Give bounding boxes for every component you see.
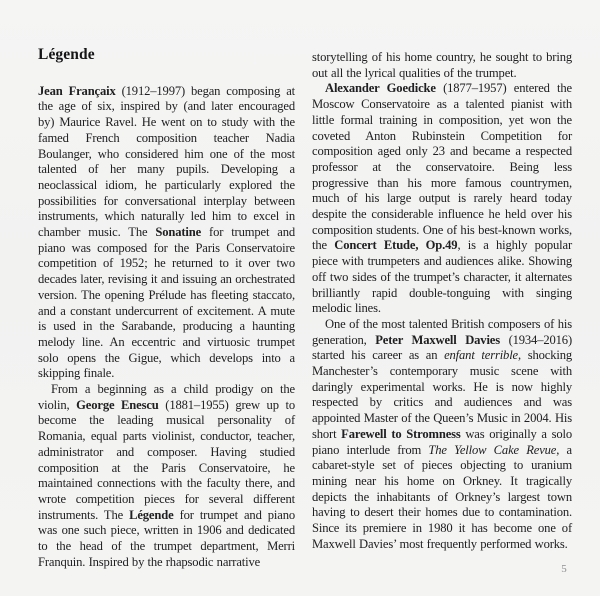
- paragraph: [312, 81, 572, 317]
- text-run: From a beginning as a child prodigy on the violin,: [38, 382, 295, 412]
- text-column-right: [312, 50, 572, 553]
- text-run: George Enescu: [76, 397, 159, 412]
- paragraph: [38, 382, 295, 570]
- text-run: Sonatine: [155, 225, 202, 240]
- text-run: (1877–1957) entered the Moscow Conservatoire as a talented pianist with little formal training in composition, yet won the coveted Anton Rubinstein Competition for composition aged only 23 and became a respected professor at the conservatoire. Being less progressive than his more famous countrymen, much of his large output is rarely heard today despite the considerable influence he held over his composition students. One of his best-known works, the: [312, 81, 572, 253]
- column-left-paragraphs: [38, 84, 295, 571]
- text-column-left: [38, 47, 295, 571]
- text-run: , shocking Manchester’s contemporary music scene with daringly experimental works. He is now highly respected by critics and audiences and was appointed Master of the Queen’s Music in 2004. His short: [312, 348, 573, 441]
- text-run: , is a highly popular piece with trumpeters and audiences alike. Showing off two sides of the trumpet’s character, it alternates brilliantly rapid double-tonguing with singing melodic lines.: [312, 238, 573, 316]
- text-run: was originally a solo piano interlude from: [312, 426, 572, 457]
- text-run: Peter Maxwell Davies: [375, 332, 500, 347]
- text-run: (1912–1997) began composing at the age of six, inspired by (and later encouraged by) Maurice Ravel. He went on to study with the famed French composition teacher Nadia Boulanger, who considered him one of the most talented of her many pupils. Developing a neoclassical idiom, he particularly explored the possibilities for conversational interplay between instruments, which naturally led him to excel in chamber music. The: [38, 83, 295, 240]
- text-run: Alexander Goedicke: [325, 81, 436, 96]
- paragraph: [312, 50, 572, 81]
- page-title: Légende: [38, 46, 95, 63]
- text-run: (1881–1955) grew up to become the leading musical personality of Romania, equal parts violinist, conductor, teacher, administrator and composer. Having studied composition at the Paris Conservatoire, he maintained connections with the faculty there, and wrote competition pieces for several different instruments. The: [38, 397, 295, 522]
- text-run: , a cabaret-style set of pieces objecting to uranium mining near his home on Orkney. It tragically depicts the inhabitants of Orkney’s largest town having to desert their homes due to contamination. Since its premiere in 1980 it has become one of Maxwell Davies’ most frequently performed works.: [312, 442, 572, 551]
- text-run: Farewell to Stromness: [341, 426, 461, 441]
- paragraph: [38, 84, 295, 382]
- text-run: Légende: [129, 507, 174, 522]
- text-run: storytelling of his home country, he sought to bring out all the lyrical qualities of the trumpet.: [312, 50, 572, 80]
- text-run: enfant terrible: [444, 348, 518, 363]
- column-right-paragraphs: [312, 50, 572, 553]
- text-run: One of the most talented British composers of his generation,: [312, 316, 572, 347]
- text-run: for trumpet and piano was composed for the Paris Conservatoire competition of 1952; he returned to it over two decades later, revising it and issuing an orchestrated version. The opening Prélude has fleeting staccato, and a constant undercurrent of excitement. A mute is used in the Sarabande, producing a haunting melody line. An eccentric and virtuosic trumpet solo opens the Gigue, which develops into a skipping finale.: [38, 225, 295, 381]
- text-run: for trumpet and piano was one such piece, written in 1906 and dedicated to the head of the trumpet department, Merri Franquin. Inspired by the rhapsodic narrative: [38, 507, 295, 569]
- text-run: Concert Etude, Op.49: [334, 238, 458, 253]
- paragraph: [312, 317, 572, 553]
- text-run: The Yellow Cake Revue: [428, 442, 557, 457]
- text-run: Jean Françaix: [38, 83, 116, 98]
- page-number: 5: [561, 563, 567, 575]
- text-run: (1934–2016) started his career as an: [312, 332, 572, 363]
